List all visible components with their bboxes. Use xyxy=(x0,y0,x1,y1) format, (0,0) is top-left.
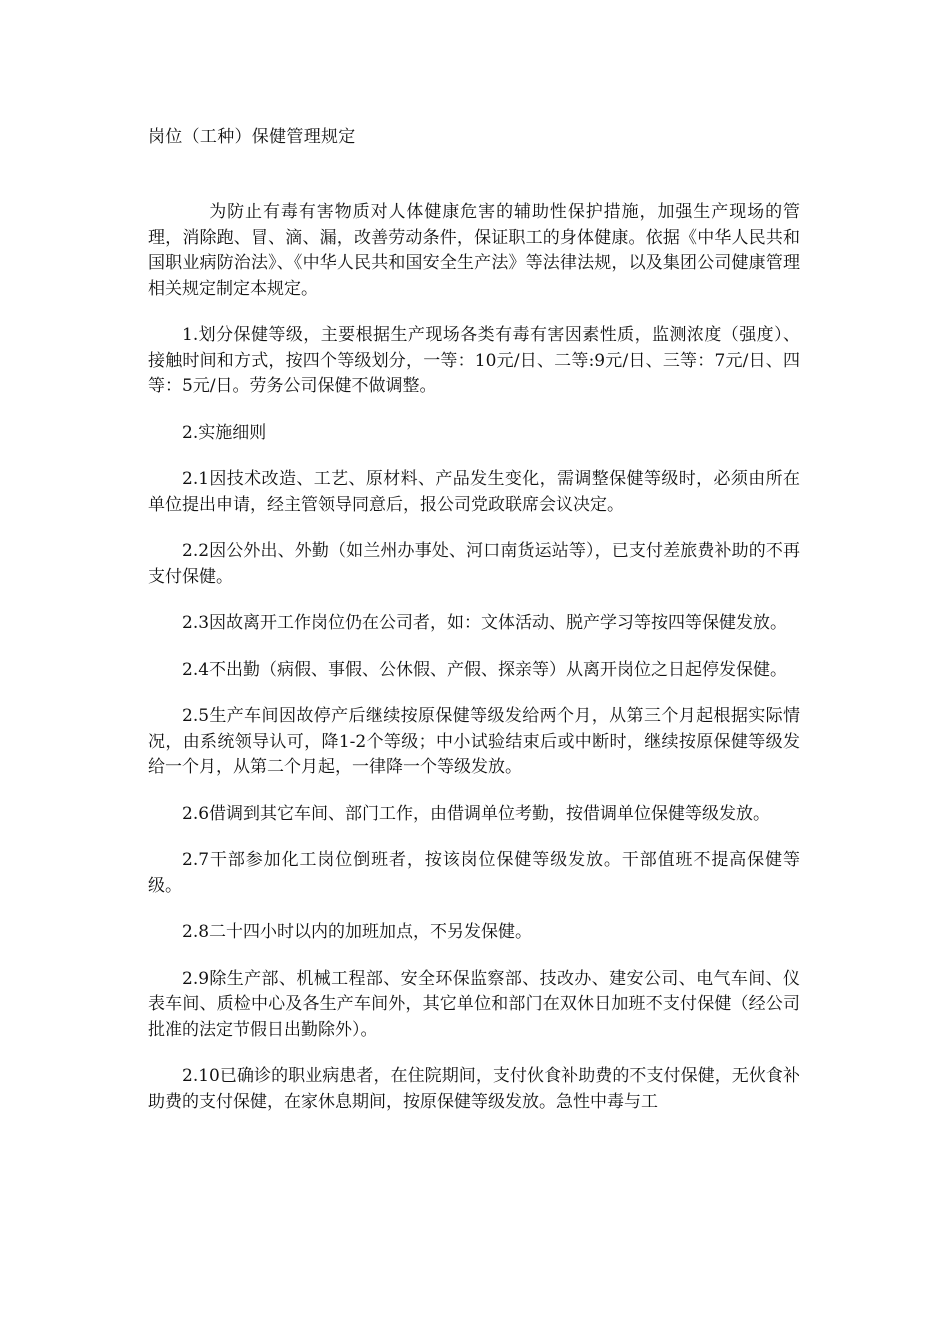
document-body xyxy=(148,200,800,1136)
paragraph-2-8: 2.8二十四小时以内的加班加点，不另发保健。 xyxy=(182,922,533,942)
paragraph-2-9: 2.9除生产部、机械工程部、安全环保监察部、技改办、建安公司、电气车间、仪表车间、质检中心及各生产车间外，其它单位和部门在双休日加班不支付保健（经公司批准的法定节假日出勤除外）。 xyxy=(148,968,800,1040)
paragraph-1: 1.划分保健等级，主要根据生产现场各类有毒有害因素性质，监测浓度（强度）、接触时间和方式，按四个等级划分，一等：10元/日、二等:9元/日、三等：7元/日、四等：5元/日。劳务公司保健不做调整。 xyxy=(148,325,800,396)
paragraph-2-7: 2.7干部参加化工岗位倒班者，按该岗位保健等级发放。干部值班不提高保健等级。 xyxy=(148,850,800,896)
paragraph-2-3: 2.3因故离开工作岗位仍在公司者，如：文体活动、脱产学习等按四等保健发放。 xyxy=(182,613,788,633)
paragraph-2-10: 2.10已确诊的职业病患者，在住院期间，支付伙食补助费的不支付保健，无伙食补助费的支付保健，在家休息期间，按原保健等级发放。急性中毒与工 xyxy=(148,1066,800,1112)
paragraph-2-6: 2.6借调到其它车间、部门工作，由借调单位考勤，按借调单位保健等级发放。 xyxy=(182,803,771,824)
paragraph-2-5: 2.5生产车间因故停产后继续按原保健等级发给两个月，从第三个月起根据实际情况，由系统领导认可，降1-2个等级；中小试验结束后或中断时，继续按原保健等级发给一个月，从第二个月起，一律降一个等级发放。 xyxy=(148,706,800,777)
intro-paragraph: 为防止有毒有害物质对人体健康危害的辅助性保护措施，加强生产现场的管理，消除跑、冒、滴、漏，改善劳动条件，保证职工的身体健康。依据《中华人民共和国职业病防治法》、《中华人民共和国安全生产法》等法律法规，以及集团公司健康管理相关规定制定本规定。 xyxy=(148,202,800,299)
paragraph-2-1: 2.1因技术改造、工艺、原材料、产品发生变化，需调整保健等级时，必须由所在单位提出申请，经主管领导同意后，报公司党政联席会议决定。 xyxy=(148,469,800,515)
paragraph-2-2: 2.2因公外出、外勤（如兰州办事处、河口南货运站等），已支付差旅费补助的不再支付保健。 xyxy=(148,541,800,587)
document-title: 岗位（工种）保健管理规定 xyxy=(148,127,356,147)
section-heading-2: 2.实施细则 xyxy=(182,422,267,443)
paragraph-2-4: 2.4不出勤（病假、事假、公休假、产假、探亲等）从离开岗位之日起停发保健。 xyxy=(182,659,788,680)
